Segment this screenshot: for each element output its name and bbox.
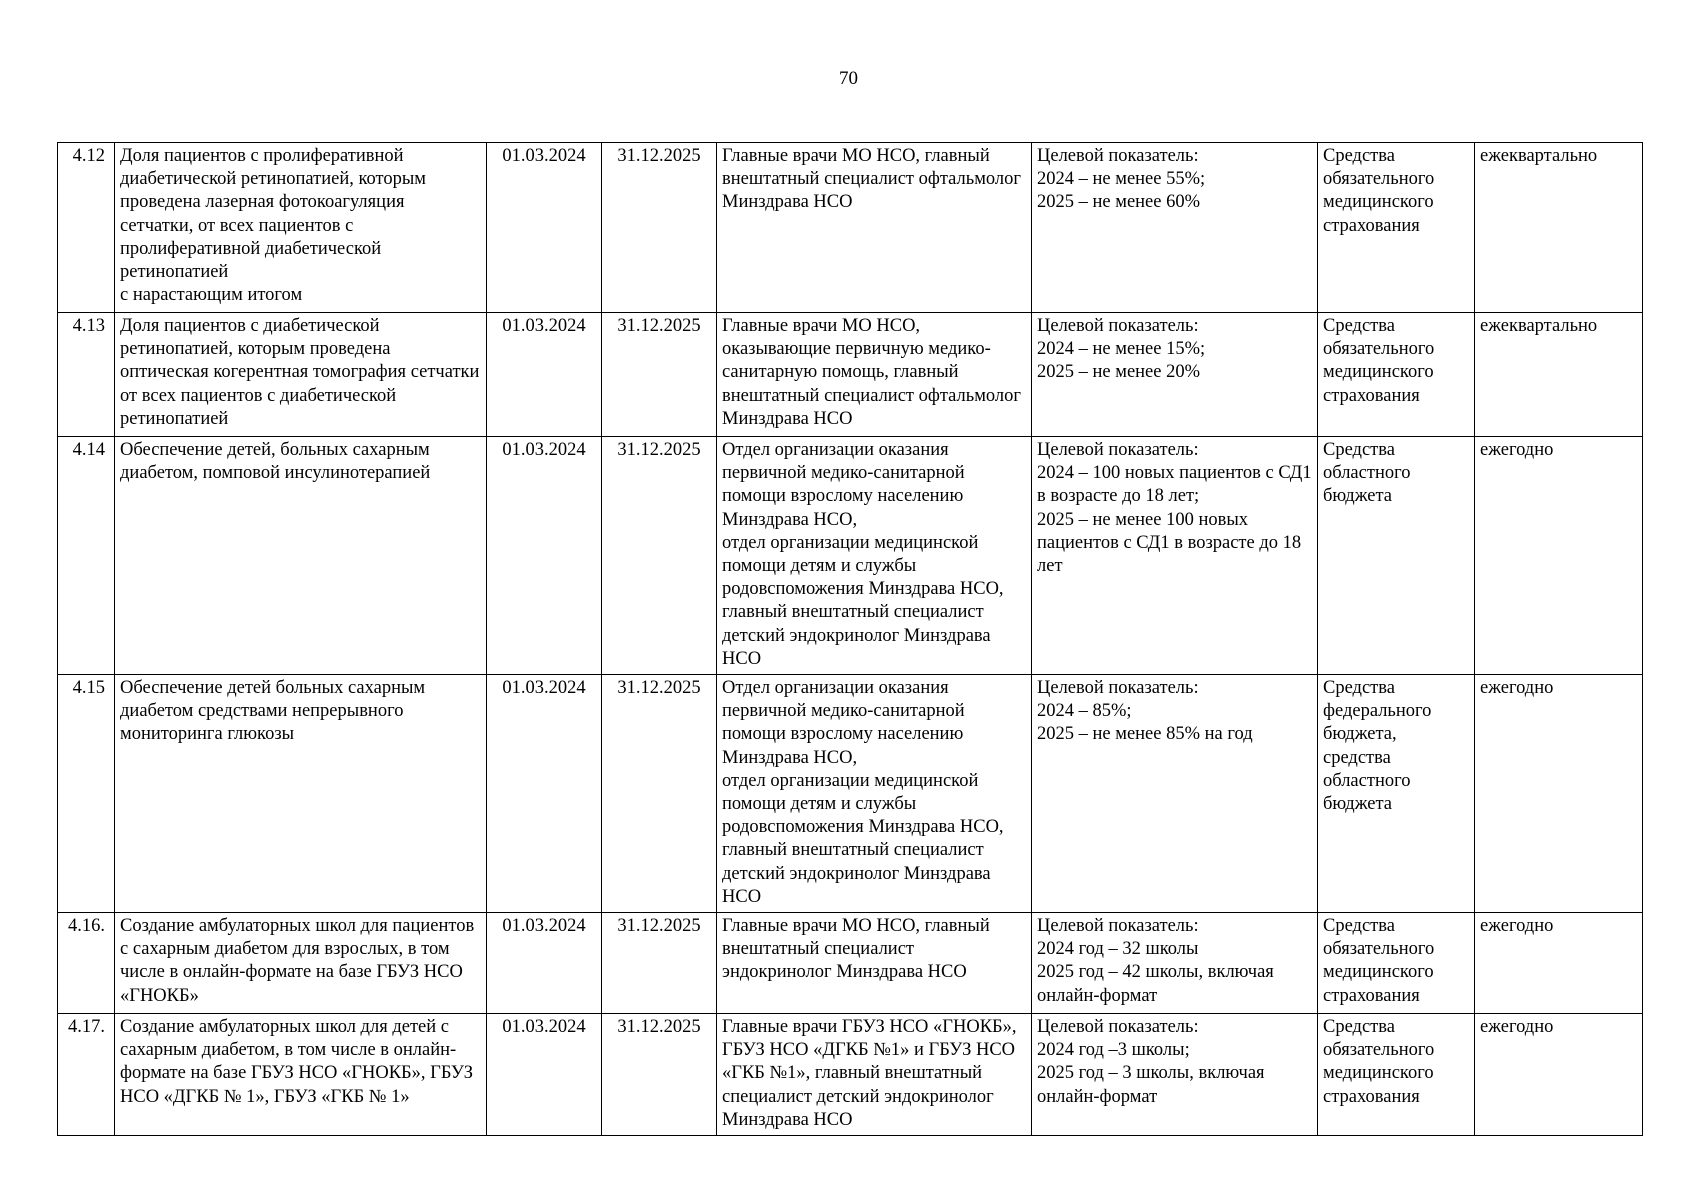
- start-date: 01.03.2024: [487, 437, 602, 675]
- responsible: Главные врачи МО НСО, оказывающие первичную медико-санитарную помощь, главный внештатный специалист офтальмолог Минздрава НСО: [717, 313, 1032, 437]
- funding-source: Средства обязательного медицинского страхования: [1318, 1014, 1475, 1136]
- start-date: 01.03.2024: [487, 675, 602, 913]
- target-indicator: Целевой показатель: 2024 – не менее 15%; 2025 – не менее 20%: [1032, 313, 1318, 437]
- page-number: 70: [839, 68, 858, 89]
- measure-name: Создание амбулаторных школ для детей с сахарным диабетом, в том числе в онлайн-формате на базе ГБУЗ НСО «ГНОКБ», ГБУЗ НСО «ДГКБ № 1», ГБУЗ «ГКБ № 1»: [115, 1014, 487, 1136]
- funding-source: Средства обязательного медицинского страхования: [1318, 143, 1475, 313]
- measure-name: Доля пациентов с диабетической ретинопатией, которым проведена оптическая когерентная томография сетчатки от всех пациентов с диабетической ретинопатией: [115, 313, 487, 437]
- end-date: 31.12.2025: [602, 437, 717, 675]
- measure-name: Доля пациентов с пролиферативной диабетической ретинопатией, которым проведена лазерная фотокоагуляция сетчатки, от всех пациентов с пролиферативной диабетической ретинопатией с нарастающим итогом: [115, 143, 487, 313]
- table-row: [58, 313, 1643, 437]
- frequency: ежегодно: [1475, 913, 1643, 1014]
- measure-name: Обеспечение детей, больных сахарным диабетом, помповой инсулинотерапией: [115, 437, 487, 675]
- table-row: [58, 913, 1643, 1014]
- end-date: 31.12.2025: [602, 313, 717, 437]
- end-date: 31.12.2025: [602, 1014, 717, 1136]
- row-number: 4.17.: [58, 1014, 115, 1136]
- table-row: [58, 1014, 1643, 1136]
- funding-source: Средства федерального бюджета, средства областного бюджета: [1318, 675, 1475, 913]
- target-indicator: Целевой показатель: 2024 – 85%; 2025 – не менее 85% на год: [1032, 675, 1318, 913]
- frequency: ежегодно: [1475, 675, 1643, 913]
- start-date: 01.03.2024: [487, 143, 602, 313]
- target-indicator: Целевой показатель: 2024 год –3 школы; 2025 год – 3 школы, включая онлайн-формат: [1032, 1014, 1318, 1136]
- end-date: 31.12.2025: [602, 675, 717, 913]
- frequency: ежегодно: [1475, 437, 1643, 675]
- measure-name: Обеспечение детей больных сахарным диабетом средствами непрерывного мониторинга глюкозы: [115, 675, 487, 913]
- end-date: 31.12.2025: [602, 143, 717, 313]
- start-date: 01.03.2024: [487, 1014, 602, 1136]
- row-number: 4.16.: [58, 913, 115, 1014]
- row-number: 4.13: [58, 313, 115, 437]
- target-indicator: Целевой показатель: 2024 – 100 новых пациентов с СД1 в возрасте до 18 лет; 2025 – не менее 100 новых пациентов с СД1 в возрасте до 18 лет: [1032, 437, 1318, 675]
- row-number: 4.15: [58, 675, 115, 913]
- responsible: Отдел организации оказания первичной медико-санитарной помощи взрослому населению Минздрава НСО, отдел организации медицинской помощи детям и службы родовспоможения Минздрава НСО, главный внештатный специалист детский эндокринолог Минздрава НСО: [717, 675, 1032, 913]
- funding-source: Средства областного бюджета: [1318, 437, 1475, 675]
- target-indicator: Целевой показатель: 2024 год – 32 школы 2025 год – 42 школы, включая онлайн-формат: [1032, 913, 1318, 1014]
- start-date: 01.03.2024: [487, 913, 602, 1014]
- funding-source: Средства обязательного медицинского страхования: [1318, 913, 1475, 1014]
- table-row: [58, 437, 1643, 675]
- frequency: ежеквартально: [1475, 143, 1643, 313]
- responsible: Главные врачи МО НСО, главный внештатный специалист офтальмолог Минздрава НСО: [717, 143, 1032, 313]
- table-row: [58, 675, 1643, 913]
- responsible: Главные врачи ГБУЗ НСО «ГНОКБ», ГБУЗ НСО «ДГКБ №1» и ГБУЗ НСО «ГКБ №1», главный внештатный специалист детский эндокринолог Минздрава НСО: [717, 1014, 1032, 1136]
- table-row: [58, 143, 1643, 313]
- row-number: 4.12: [58, 143, 115, 313]
- measure-name: Создание амбулаторных школ для пациентов с сахарным диабетом для взрослых, в том числе в онлайн-формате на базе ГБУЗ НСО «ГНОКБ»: [115, 913, 487, 1014]
- target-indicator: Целевой показатель: 2024 – не менее 55%; 2025 – не менее 60%: [1032, 143, 1318, 313]
- frequency: ежегодно: [1475, 1014, 1643, 1136]
- measures-table: [57, 142, 1643, 1136]
- end-date: 31.12.2025: [602, 913, 717, 1014]
- frequency: ежеквартально: [1475, 313, 1643, 437]
- responsible: Главные врачи МО НСО, главный внештатный специалист эндокринолог Минздрава НСО: [717, 913, 1032, 1014]
- row-number: 4.14: [58, 437, 115, 675]
- responsible: Отдел организации оказания первичной медико-санитарной помощи взрослому населению Минздрава НСО, отдел организации медицинской помощи детям и службы родовспоможения Минздрава НСО, главный внештатный специалист детский эндокринолог Минздрава НСО: [717, 437, 1032, 675]
- start-date: 01.03.2024: [487, 313, 602, 437]
- funding-source: Средства обязательного медицинского страхования: [1318, 313, 1475, 437]
